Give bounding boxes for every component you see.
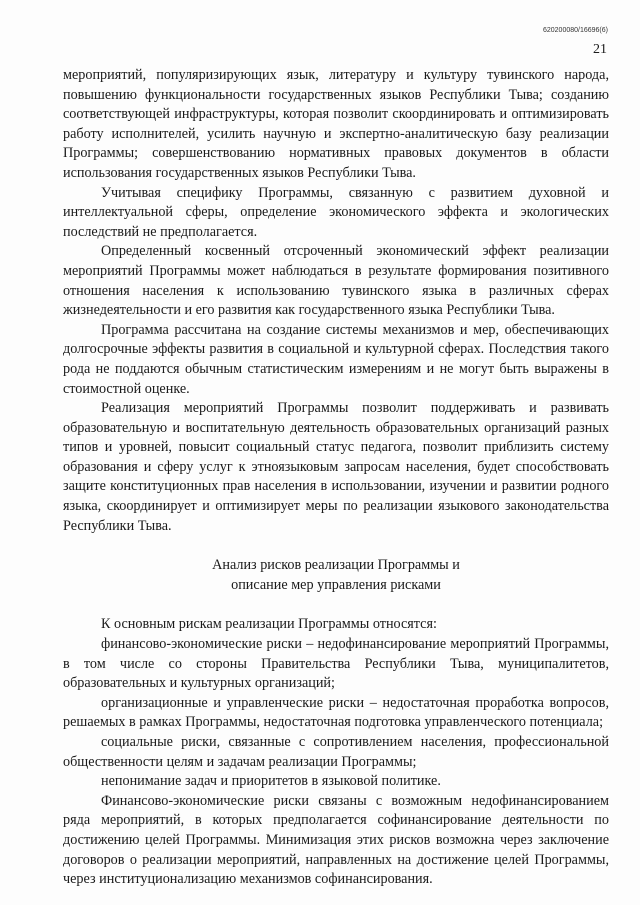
section-heading <box>63 556 609 595</box>
paragraph: Учитывая специфику Программы, связанную с развитием духовной и интеллектуальной сферы, определение экономического эффекта и экологических последствий не предполагается. <box>63 184 609 240</box>
list-item: социальные риски, связанные с сопротивлением населения, профессиональной общественности целям и задачам реализации Программы; <box>63 734 609 770</box>
paragraph: Финансово-экономические риски связаны с возможным недофинансированием ряда мероприятий, в которых предполагается софинансирование деятельности по достижению целей Программы. Минимизация этих рисков возможна через заключение договоров о реализации мероприятий, направленных на достижение целей Программы, через институционализацию механизмов софинансирования. <box>63 792 609 888</box>
paragraph: Программа рассчитана на создание системы механизмов и мер, обеспечивающих долгосрочные эффекты развития в социальной и культурной сферах. Последствия такого рода не поддаются обычным статистическим измерениям и не могут быть выражены в стоимостной оценке. <box>63 321 609 397</box>
section-heading-line: описание мер управления рисками <box>231 576 441 593</box>
document-registration-code: 620200080/16696(6) <box>542 27 608 34</box>
paragraph: Реализация мероприятий Программы позволит поддерживать и развивать образовательную и воспитательную деятельность образовательных организаций разных типов и уровней, повысит социальный статус педагога, позволит приблизить систему образования и сферу услуг к этноязыковым запросам населения, будет способствовать защите конституционных прав населения в использовании, изучении и развитии родного языка, скоординирует и оптимизирует меры по реализации языкового законодательства Республики Тыва. <box>63 400 609 534</box>
list-item: финансово-экономические риски – недофинансирование мероприятий Программы, в том числе со стороны Правительства Республики Тыва, муниципалитетов, образовательных и культурных организаций; <box>63 636 609 692</box>
paragraph: К основным рискам реализации Программы относятся: <box>101 616 437 633</box>
page-number: 21 <box>593 42 607 57</box>
section-heading-line: Анализ рисков реализации Программы и <box>212 557 460 574</box>
list-item: непонимание задач и приоритетов в языковой политике. <box>101 773 441 790</box>
document-body <box>63 66 609 890</box>
paragraph: мероприятий, популяризирующих язык, литературу и культуру тувинского народа, повышению функциональности государственных языков Республики Тыва; созданию соответствующей инфраструктуры, которая позволит скоординировать и оптимизировать работу исполнителей, усилить научную и экспертно-аналитическую базу реализации Программы; совершенствованию нормативных правовых документов в области использования государственных языков Республики Тыва. <box>63 67 609 181</box>
list-item: организационные и управленческие риски – недостаточная проработка вопросов, решаемых в рамках Программы, недостаточная подготовка управленческого потенциала; <box>63 694 609 731</box>
paragraph: Определенный косвенный отсроченный экономический эффект реализации мероприятий Программы может наблюдаться в результате формирования позитивного отношения населения к использованию тувинского языка в различных сферах жизнедеятельности и его развития как государственного языка Республики Тыва. <box>63 243 609 319</box>
